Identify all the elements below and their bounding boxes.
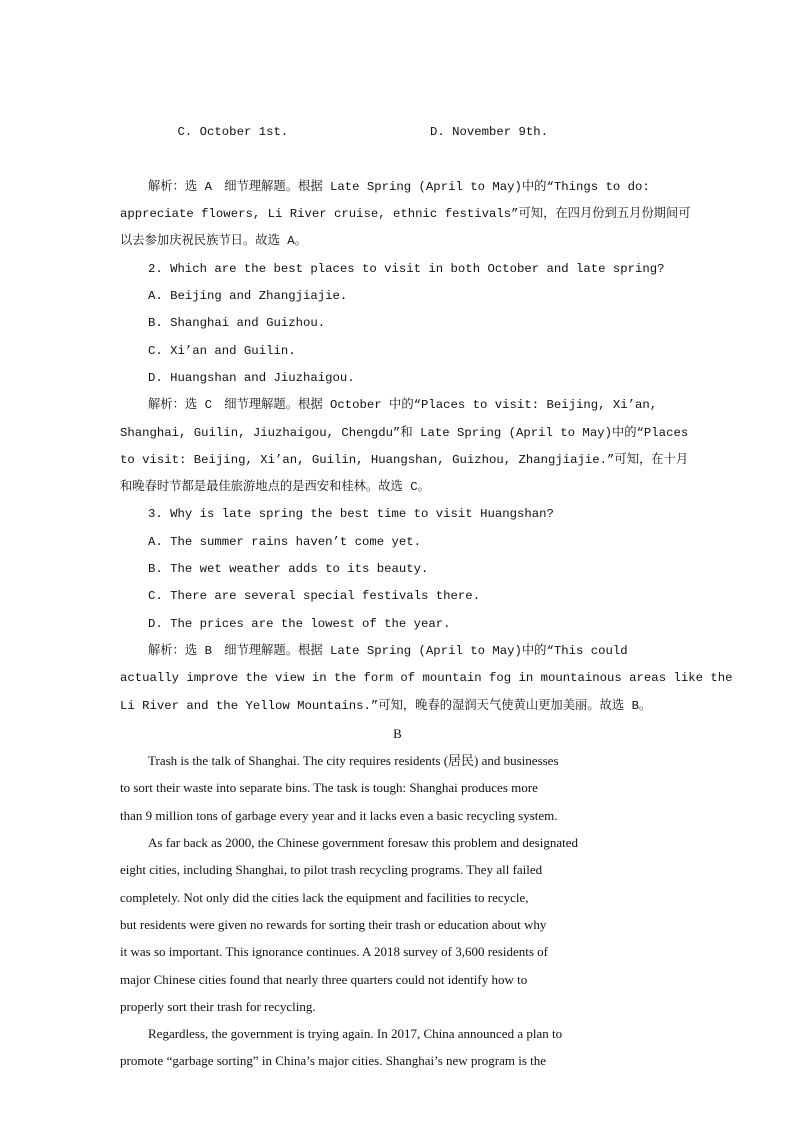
q3-option-c: C. There are several special festivals there. [148,589,481,604]
passage-line: As far back as 2000, the Chinese government foresaw this problem and designated [148,835,578,851]
q1-analysis-line: appreciate flowers, Li River cruise, ethnic festivals”可知，在四月份到五月份期间可 [120,207,691,222]
passage-line: Regardless, the government is trying again. In 2017, China announced a plan to [148,1026,563,1042]
q2-analysis-line: Shanghai, Guilin, Jiuzhaigou, Chengdu”和 Late Spring (April to May)中的“Places [120,425,689,440]
section-b-heading: B [393,725,402,741]
q1-option-c: C. October 1st. [177,125,289,140]
q1-analysis-line: 以去参加庆祝民族节日。故选 A。 [120,234,307,249]
passage-line: eight cities, including Shanghai, to pilot trash recycling programs. They all failed [120,862,543,878]
passage-line: properly sort their trash for recycling. [120,998,316,1014]
q1-option-d: D. November 9th. [430,125,549,140]
q2-option-a: A. Beijing and Zhangjiajie. [148,289,348,304]
passage-line: major Chinese cities found that nearly three quarters could not identify how to [120,971,528,987]
passage-line: it was so important. This ignorance continues. A 2018 survey of 3,600 residents of [120,944,548,960]
q2-option-d: D. Huangshan and Jiuzhaigou. [148,370,355,385]
q2-option-b: B. Shanghai and Guizhou. [148,316,326,331]
q3-option-d: D. The prices are the lowest of the year. [148,616,451,631]
q3-question: 3. Why is late spring the best time to visit Huangshan? [148,507,554,522]
q2-analysis-line: to visit: Beijing, Xi’an, Guilin, Huangshan, Guizhou, Zhangjiajie.”可知，在十月 [120,452,689,467]
q3-option-b: B. The wet weather adds to its beauty. [148,562,429,577]
passage-line: completely. Not only did the cities lack the equipment and facilities to recycle, [120,889,529,905]
q1-analysis-line: 解析：选 A 细节理解题。根据 Late Spring (April to May)中的“Things to do: [148,179,650,194]
passage-line: but residents were given no rewards for sorting their trash or education about why [120,916,547,932]
passage-line: promote “garbage sorting” in China’s major cities. Shanghai’s new program is the [120,1053,547,1069]
q2-analysis-line: 解析：选 C 细节理解题。根据 October 中的“Places to visit: Beijing, Xi’an, [148,398,658,413]
document-page [120,92,733,1075]
q3-analysis-line: 解析：选 B 细节理解题。根据 Late Spring (April to May)中的“This could [148,643,628,658]
q1-options-row [120,92,675,174]
q2-question: 2. Which are the best places to visit in both October and late spring? [148,261,665,276]
passage-line: to sort their waste into separate bins. The task is tough: Shanghai produces more [120,780,538,796]
q3-analysis-line: Li River and the Yellow Mountains.”可知，晚春的湿润天气使黄山更加美丽。故选 B。 [120,698,652,713]
q3-analysis-line: actually improve the view in the form of mountain fog in mountainous areas like the [120,671,733,686]
passage-line: than 9 million tons of garbage every year and it lacks even a basic recycling system. [120,807,558,823]
passage-line: Trash is the talk of Shanghai. The city requires residents (居民) and businesses [148,753,559,769]
q2-option-c: C. Xi’an and Guilin. [148,343,296,358]
q3-option-a: A. The summer rains haven’t come yet. [148,534,422,549]
q2-analysis-line: 和晚春时节都是最佳旅游地点的是西安和桂林。故选 C。 [120,480,430,495]
